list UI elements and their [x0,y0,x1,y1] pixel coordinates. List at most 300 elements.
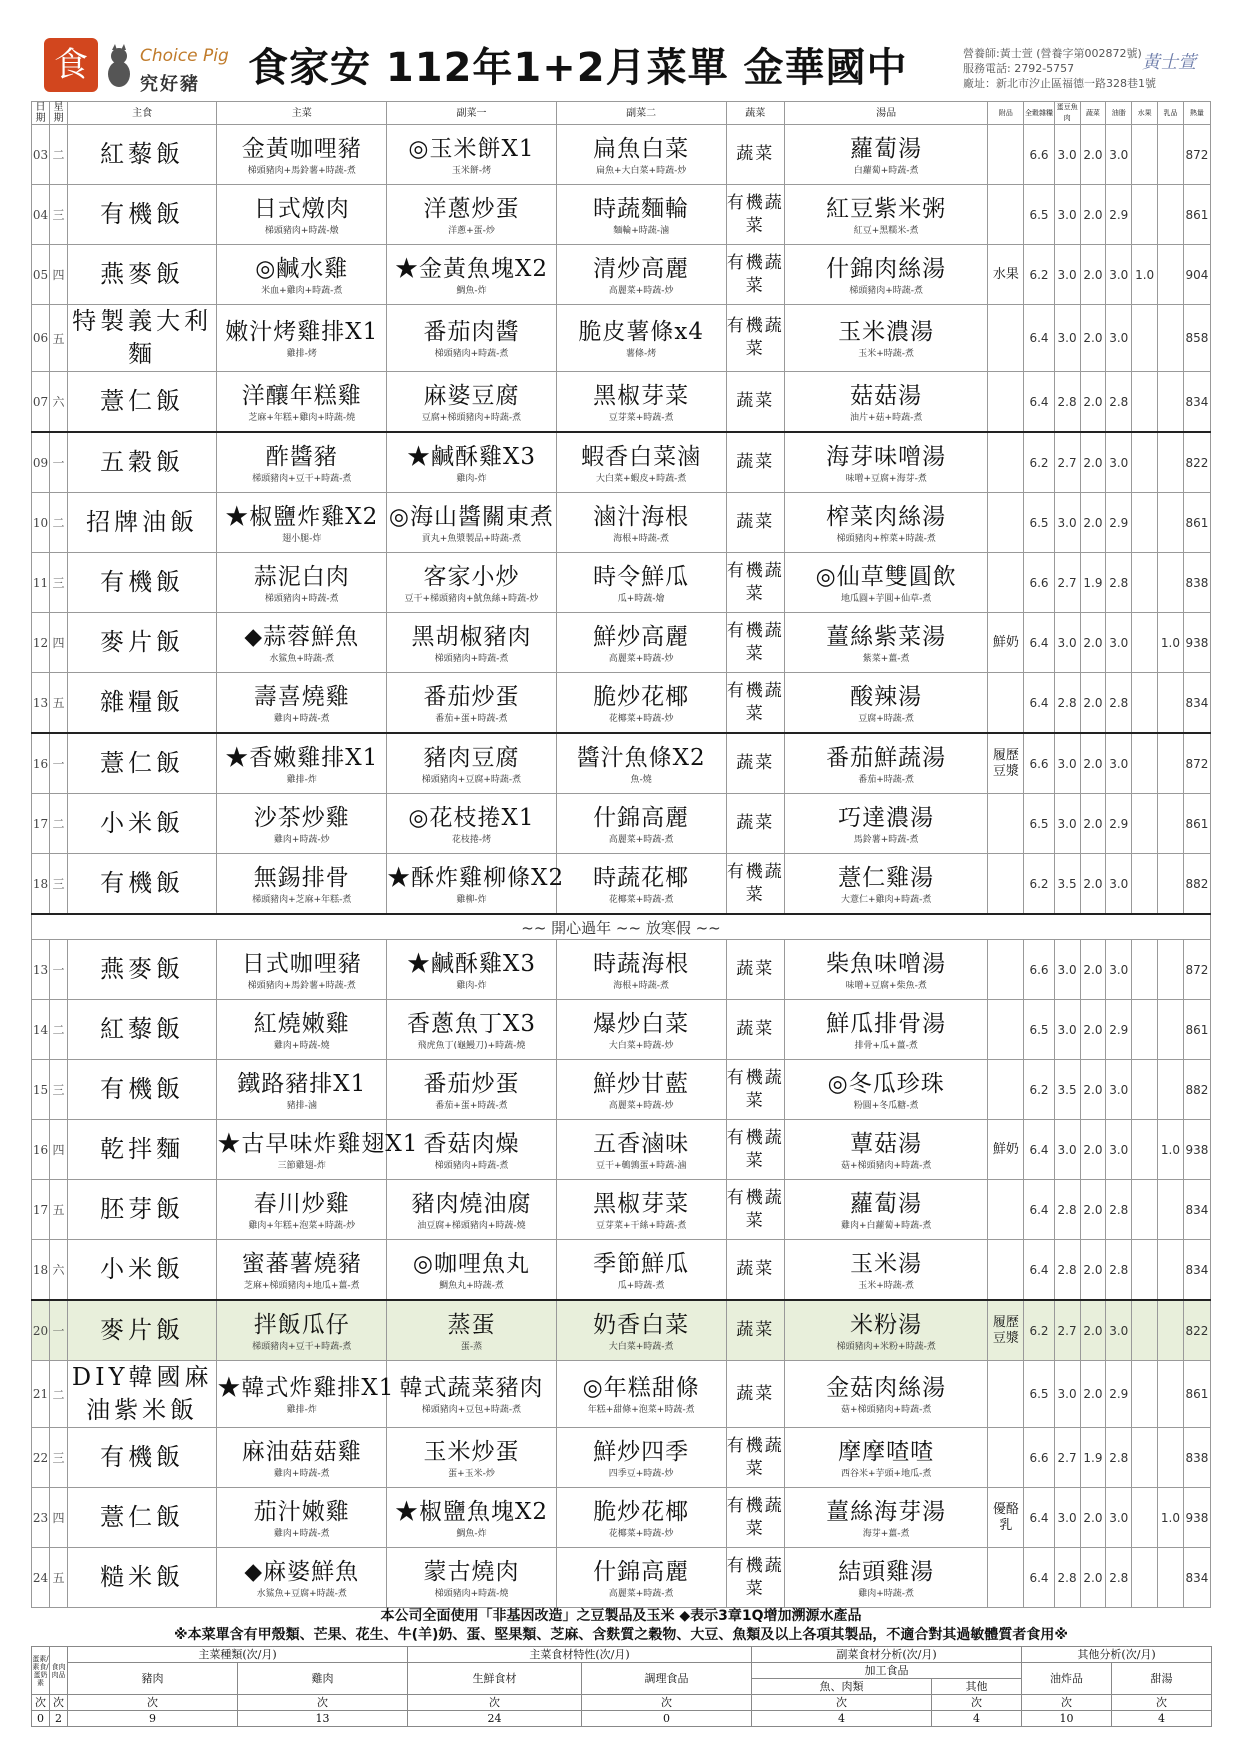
side-dish-1-name: ◎咖哩魚丸 [412,1250,530,1277]
side-dish-1-ingredients: 梯頭豬肉+時蔬-煮 [434,1160,509,1171]
stats-sub-sub-header: 魚、肉類 [752,1679,932,1695]
side-dish-2 [556,1548,726,1608]
nutrition-value [1132,1428,1158,1488]
main-dish-ingredients: 米血+雞肉+時蔬-煮 [261,285,343,296]
main-dish-ingredients: 雞肉+年糕+泡菜+時蔬-炒 [248,1220,356,1231]
nutrition-value [1132,1000,1158,1060]
soup-ingredients: 馬鈴薯+時蔬-煮 [853,834,919,845]
side-dish-1 [387,125,557,185]
staple-cell: 招牌油飯 [67,493,216,553]
side-dish-1-name: 番茄炒蛋 [423,1070,520,1097]
soup [784,432,987,493]
side-dish-1-ingredients: 飛虎魚丁(龜鰻刀)+時蔬-燒 [417,1040,526,1051]
nutrition-value: 2.0 [1080,1300,1106,1361]
side-dish-1-name: ★鹹酥雞X3 [406,950,536,977]
nutrition-value: 2.7 [1054,553,1080,613]
main-dish-ingredients: 三節雞翅-炸 [277,1160,326,1171]
column-header: 副菜二 [556,102,726,125]
main-dish [217,1240,387,1301]
soup-name: 薑絲海芽湯 [826,1498,947,1525]
main-dish-name: ★韓式炸雞排X1 [217,1375,395,1401]
side-dish-1 [387,794,557,854]
side-dish-2-ingredients: 豆干+鵪鶉蛋+時蔬-滷 [595,1160,687,1171]
vegetable-cell: 有機蔬菜 [726,1548,784,1608]
side-dish-2-ingredients: 四季豆+時蔬-炒 [608,1468,674,1479]
extra-item-cell [988,1240,1024,1301]
main-dish-name: ★古早味炸雞翅X1 [217,1130,419,1157]
extra-item-cell [988,553,1024,613]
soup-ingredients: 菇+梯頭豬肉+時蔬-煮 [840,1160,932,1171]
nutrition-value: 2.0 [1080,372,1106,433]
side-dish-1-name: 番茄炒蛋 [423,683,520,710]
info-line: 廠址：新北市汐止區福德一路328巷1號 [963,77,1156,90]
footnote [31,1607,1211,1645]
side-dish-1 [387,1361,557,1428]
menu-row [32,940,1211,1000]
soup-name: 海芽味噌湯 [826,443,947,470]
nutrition-value [1158,1060,1184,1120]
column-header: 熱量 [1183,102,1210,125]
calorie-value: 938 [1183,613,1210,673]
nutrition-value: 6.6 [1024,1428,1054,1488]
staple-cell: 小米飯 [67,794,216,854]
calorie-value: 834 [1183,1240,1210,1301]
date-cell: 13 [32,673,50,734]
side-dish-1-name: 香菇肉燥 [423,1130,520,1157]
date-cell: 15 [32,1060,50,1120]
side-dish-2-name: 時蔬麵輪 [593,195,690,222]
extra-item-cell [988,185,1024,245]
nutrition-value: 6.2 [1024,1060,1054,1120]
nutrition-value [1158,372,1184,433]
column-header: 星期 [49,102,67,125]
main-dish [217,1548,387,1608]
extra-item-cell [988,305,1024,372]
column-header: 乳品 [1158,102,1184,125]
nutrition-value: 3.0 [1106,1120,1132,1180]
stats-group-header: 副菜食材分析(次/月) [752,1647,1022,1663]
date-cell: 13 [32,940,50,1000]
main-dish [217,305,387,372]
side-dish-2-ingredients: 豆芽菜+干絲+時蔬-煮 [595,1220,687,1231]
main-dish-ingredients: 翅小腿-炸 [282,533,322,544]
nutrition-value: 3.0 [1054,125,1080,185]
calorie-value: 858 [1183,305,1210,372]
nutrition-value: 3.0 [1054,493,1080,553]
nutrition-value [1158,245,1184,305]
main-dish-name: 沙茶炒雞 [253,804,350,831]
soup [784,1548,987,1608]
info-line: 營養師:黃士萱 (營養字第002872號) [963,47,1142,60]
nutrition-value: 1.9 [1080,1428,1106,1488]
nutrition-value [1158,794,1184,854]
menu-row [32,673,1211,734]
nutrition-value: 2.8 [1106,1240,1132,1301]
weekday-cell: 五 [49,305,67,372]
nutrition-value [1158,1180,1184,1240]
holiday-banner: ~~ 開心過年 ~~ 放寒假 ~~ [32,914,1211,940]
side-dish-2-ingredients: 瓜+時蔬-煮 [617,1280,665,1291]
nutrition-value: 3.0 [1054,733,1080,794]
logo-english: Choice Pig [140,46,229,66]
main-dish-name: 蒜泥白肉 [253,563,350,590]
soup [784,185,987,245]
staple-cell: 薏仁飯 [67,372,216,433]
nutrition-value: 6.4 [1024,1120,1054,1180]
page-header [0,0,1241,100]
side-dish-2-name: 黑椒芽菜 [593,382,690,409]
weekday-cell: 一 [49,432,67,493]
main-dish-ingredients: 雞肉+時蔬-炒 [273,834,330,845]
nutrition-value: 6.4 [1024,1548,1054,1608]
side-dish-2-ingredients: 大白菜+蝦皮+時蔬-煮 [595,473,687,484]
staple-cell: 麥片飯 [67,1300,216,1361]
nutrition-value: 2.8 [1106,673,1132,734]
side-dish-2-ingredients: 大白菜+時蔬-炒 [608,1040,674,1051]
soup-name: 玉米濃湯 [838,319,935,345]
column-header: 蛋豆魚肉 [1054,102,1080,125]
nutrition-value: 2.7 [1054,1428,1080,1488]
menu-row [32,613,1211,673]
side-dish-1-ingredients: 油豆腐+梯頭豬肉+時蔬-燒 [417,1220,526,1231]
nutrition-value [1158,1000,1184,1060]
side-dish-2-name: 什錦高麗 [593,1558,690,1585]
info-line: 服務電話: 2792-5757 [963,62,1075,75]
main-dish [217,794,387,854]
soup [784,1488,987,1548]
nutrition-value [1158,733,1184,794]
soup-name: 菇菇湯 [850,382,923,409]
weekday-cell: 四 [49,613,67,673]
stats-sub-sub-header: 其他 [932,1679,1022,1695]
nutrition-value: 6.6 [1024,733,1054,794]
nutrition-value: 6.2 [1024,432,1054,493]
calorie-value: 872 [1183,940,1210,1000]
soup [784,613,987,673]
main-dish-name: 茄汁嫩雞 [253,1498,350,1525]
soup-ingredients: 粉圓+冬瓜糖-煮 [853,1100,919,1111]
stats-left-header: 食肉肉品 [50,1647,68,1695]
nutrition-value: 2.0 [1080,733,1106,794]
vegetable-cell: 蔬菜 [726,940,784,1000]
side-dish-2-ingredients: 海根+時蔬-煮 [613,533,670,544]
side-dish-2 [556,1120,726,1180]
weekday-cell: 一 [49,940,67,1000]
column-header: 主菜 [217,102,387,125]
main-dish [217,1000,387,1060]
menu-section-february [32,940,1211,1608]
menu-row [32,794,1211,854]
nutrition-value: 3.0 [1054,613,1080,673]
side-dish-2-ingredients: 麵輪+時蔬-滷 [613,225,670,236]
side-dish-1-name: ◎海山醬關東煮 [388,503,554,530]
extra-item-cell [988,940,1024,1000]
side-dish-2 [556,940,726,1000]
nutrition-value: 2.9 [1106,185,1132,245]
date-cell: 03 [32,125,50,185]
vegetable-cell: 有機蔬菜 [726,185,784,245]
main-dish [217,733,387,794]
date-cell: 12 [32,613,50,673]
nutrition-value [1132,1361,1158,1428]
weekday-cell: 三 [49,1428,67,1488]
side-dish-2 [556,432,726,493]
main-dish-ingredients: 雞肉+時蔬-煮 [273,713,330,724]
side-dish-1-name: ◎花枝捲X1 [408,804,535,831]
menu-row [32,1000,1211,1060]
weekday-cell: 一 [49,733,67,794]
stats-unit: 次 [1022,1695,1112,1711]
soup [784,733,987,794]
calorie-value: 861 [1183,794,1210,854]
nutrition-value: 2.0 [1080,432,1106,493]
main-dish-name: 鐵路豬排X1 [237,1070,367,1097]
soup-ingredients: 梯頭豬肉+米粉+時蔬-煮 [836,1341,936,1352]
weekday-cell: 二 [49,1000,67,1060]
date-cell: 06 [32,305,50,372]
extra-item-cell [988,854,1024,915]
staple-cell: 紅藜飯 [67,1000,216,1060]
soup-name: 紅豆紫米粥 [826,195,947,222]
side-dish-2 [556,1000,726,1060]
nutrition-value: 6.5 [1024,1361,1054,1428]
soup [784,553,987,613]
soup-name: ◎仙草雙圓飲 [815,563,957,590]
nutrition-value: 2.8 [1054,673,1080,734]
side-dish-1 [387,1060,557,1120]
weekday-cell: 三 [49,1060,67,1120]
nutrition-value: 2.0 [1080,613,1106,673]
vegetable-cell: 蔬菜 [726,1361,784,1428]
side-dish-1-ingredients: 梯頭豬肉+時蔬-煮 [434,653,509,664]
date-cell: 05 [32,245,50,305]
main-dish-ingredients: 芝麻+年糕+雞肉+時蔬-燒 [248,412,356,423]
calorie-value: 834 [1183,673,1210,734]
stats-unit: 次 [408,1695,582,1711]
nutrition-value: 3.0 [1106,245,1132,305]
stats-unit: 次 [32,1695,50,1711]
side-dish-1-ingredients: 花枝捲-烤 [451,834,492,845]
date-cell: 20 [32,1300,50,1361]
nutrition-value: 2.8 [1054,1240,1080,1301]
side-dish-2-name: 時蔬花椰 [593,864,690,891]
soup [784,1180,987,1240]
stats-group-header: 主菜食材特性(次/月) [408,1647,752,1663]
stats-value: 0 [32,1711,50,1727]
vegetable-cell: 蔬菜 [726,733,784,794]
nutrition-value: 3.0 [1106,1060,1132,1120]
soup-ingredients: 番茄+時蔬-煮 [858,774,915,785]
side-dish-2-name: 季節鮮瓜 [593,1250,690,1277]
nutrition-value: 3.0 [1106,854,1132,915]
main-dish [217,1060,387,1120]
side-dish-1-ingredients: 鯛魚-炸 [456,1528,487,1539]
soup-name: 摩摩喳喳 [838,1438,935,1465]
calorie-value: 861 [1183,1000,1210,1060]
side-dish-2-ingredients: 豆芽菜+時蔬-煮 [608,412,674,423]
main-dish-name: ◎鹹水雞 [255,255,349,282]
nutrition-value [1158,553,1184,613]
stats-value: 13 [238,1711,408,1727]
nutrition-value: 2.0 [1080,1548,1106,1608]
column-header: 蔬菜 [1080,102,1106,125]
side-dish-2-name: 扁魚白菜 [593,135,690,162]
nutrition-value: 2.0 [1080,1240,1106,1301]
calorie-value: 882 [1183,854,1210,915]
nutrition-value: 3.0 [1054,245,1080,305]
menu-row [32,1060,1211,1120]
date-cell: 04 [32,185,50,245]
side-dish-1 [387,1000,557,1060]
date-cell: 18 [32,1240,50,1301]
weekday-cell: 五 [49,1180,67,1240]
menu-row [32,372,1211,433]
side-dish-2-name: 鮮炒高麗 [593,623,690,650]
vegetable-cell: 蔬菜 [726,432,784,493]
nutrition-value: 2.0 [1080,1060,1106,1120]
nutrition-value [1158,940,1184,1000]
side-dish-1-ingredients: 玉米餅-烤 [451,165,492,176]
extra-item-cell [988,493,1024,553]
date-cell: 18 [32,854,50,915]
main-dish-name: 金黃咖哩豬 [241,135,362,162]
nutrition-value: 3.0 [1054,1000,1080,1060]
side-dish-1-ingredients: 蛋-蒸 [460,1341,483,1352]
nutrition-value: 3.0 [1054,1361,1080,1428]
side-dish-1-ingredients: 雞肉-炸 [456,980,487,991]
side-dish-1-ingredients: 梯頭豬肉+豆腐+時蔬-煮 [421,774,522,785]
column-header: 附品 [988,102,1024,125]
side-dish-2-ingredients: 花椰菜+時蔬-煮 [608,894,674,905]
main-dish [217,245,387,305]
soup-name: 薑絲紫菜湯 [826,623,947,650]
nutrition-value: 6.5 [1024,185,1054,245]
extra-item-cell [988,1000,1024,1060]
stats-value: 4 [932,1711,1022,1727]
soup-ingredients: 味噌+豆腐+海芽-煮 [845,473,927,484]
nutrition-value [1158,673,1184,734]
menu-row [32,733,1211,794]
soup-name: 番茄鮮蔬湯 [826,744,947,771]
side-dish-1-name: ★鹹酥雞X3 [406,443,536,470]
date-cell: 14 [32,1000,50,1060]
date-cell: 24 [32,1548,50,1608]
weekday-cell: 二 [49,1361,67,1428]
side-dish-1 [387,1180,557,1240]
logo-chinese: 究好豬 [140,74,200,95]
weekday-cell: 六 [49,372,67,433]
main-dish-ingredients: 雞排-烤 [286,349,317,359]
side-dish-1 [387,1428,557,1488]
main-dish-ingredients: 梯頭豬肉+馬鈴薯+時蔬-煮 [247,165,356,176]
vegetable-cell: 有機蔬菜 [726,305,784,372]
nutrition-value: 3.0 [1106,1300,1132,1361]
column-header: 全穀雜糧 [1024,102,1054,125]
side-dish-2-ingredients: 高麗菜+時蔬-煮 [608,1588,674,1599]
main-dish [217,1428,387,1488]
main-dish [217,1180,387,1240]
nutrition-value: 6.4 [1024,372,1054,433]
side-dish-2 [556,1428,726,1488]
column-header: 日期 [32,102,50,125]
side-dish-1-ingredients: 雞肉-炸 [456,473,487,484]
nutrition-value: 2.0 [1080,305,1106,372]
date-cell: 21 [32,1361,50,1428]
menu-row [32,432,1211,493]
nutrition-value [1132,673,1158,734]
main-dish [217,1488,387,1548]
side-dish-2 [556,613,726,673]
soup [784,1240,987,1301]
soup-name: 蕈菇湯 [850,1130,923,1157]
side-dish-1-name: 豬肉燒油腐 [411,1190,532,1217]
staple-cell: 薏仁飯 [67,733,216,794]
side-dish-2-name: 脆炒花椰 [593,683,690,710]
soup [784,940,987,1000]
holiday-separator [32,914,1211,940]
nutrition-value [1158,1300,1184,1361]
vegetable-cell: 蔬菜 [726,1300,784,1361]
calorie-value: 938 [1183,1488,1210,1548]
side-dish-2 [556,1060,726,1120]
soup-ingredients: 紅豆+黑糯米-煮 [853,225,919,236]
calorie-value: 938 [1183,1120,1210,1180]
menu-row [32,125,1211,185]
vegetable-cell: 蔬菜 [726,794,784,854]
main-dish-ingredients: 梯頭豬肉+芝麻+年糕-煮 [252,894,352,905]
menu-row [32,1548,1211,1608]
side-dish-1-name: ◎玉米餅X1 [408,135,535,162]
main-dish-name: 拌飯瓜仔 [253,1311,350,1338]
main-dish-ingredients: 水鯊魚+時蔬-煮 [269,653,335,664]
side-dish-2-name: 時蔬海根 [593,950,690,977]
soup-ingredients: 紫菜+薑-煮 [862,653,910,664]
nutrition-value: 2.8 [1106,1428,1132,1488]
side-dish-1-ingredients: 洋蔥+蛋-炒 [448,225,495,236]
side-dish-1 [387,613,557,673]
extra-item-cell [988,125,1024,185]
side-dish-1-ingredients: 番茄+蛋+時蔬-煮 [435,713,508,724]
nutrition-value: 3.0 [1054,305,1080,372]
nutrition-value [1158,305,1184,372]
extra-item-cell: 履歷豆漿 [988,1300,1024,1361]
soup-name: 米粉湯 [850,1311,923,1338]
side-dish-2-name: 黑椒芽菜 [593,1190,690,1217]
main-dish-name: 日式咖哩豬 [241,950,362,977]
nutrition-value: 2.0 [1080,125,1106,185]
nutrition-value: 6.4 [1024,1240,1054,1301]
nutrition-value [1158,1361,1184,1428]
stats-value: 9 [68,1711,238,1727]
soup [784,125,987,185]
side-dish-1 [387,673,557,734]
date-cell: 22 [32,1428,50,1488]
side-dish-1 [387,1488,557,1548]
soup [784,493,987,553]
extra-item-cell: 優酪乳 [988,1488,1024,1548]
menu-row [32,185,1211,245]
extra-item-cell [988,432,1024,493]
staple-cell: 有機飯 [67,1060,216,1120]
soup-ingredients: 雞肉+白蘿蔔+時蔬-煮 [840,1220,932,1231]
soup-ingredients: 玉米+時蔬-煮 [858,1280,915,1291]
side-dish-1 [387,245,557,305]
nutrition-value: 3.0 [1106,1488,1132,1548]
side-dish-2-ingredients: 高麗菜+時蔬-炒 [608,653,674,664]
staple-cell: 乾拌麵 [67,1120,216,1180]
vegetable-cell: 有機蔬菜 [726,1488,784,1548]
stats-sub-header: 調理食品 [582,1663,752,1695]
